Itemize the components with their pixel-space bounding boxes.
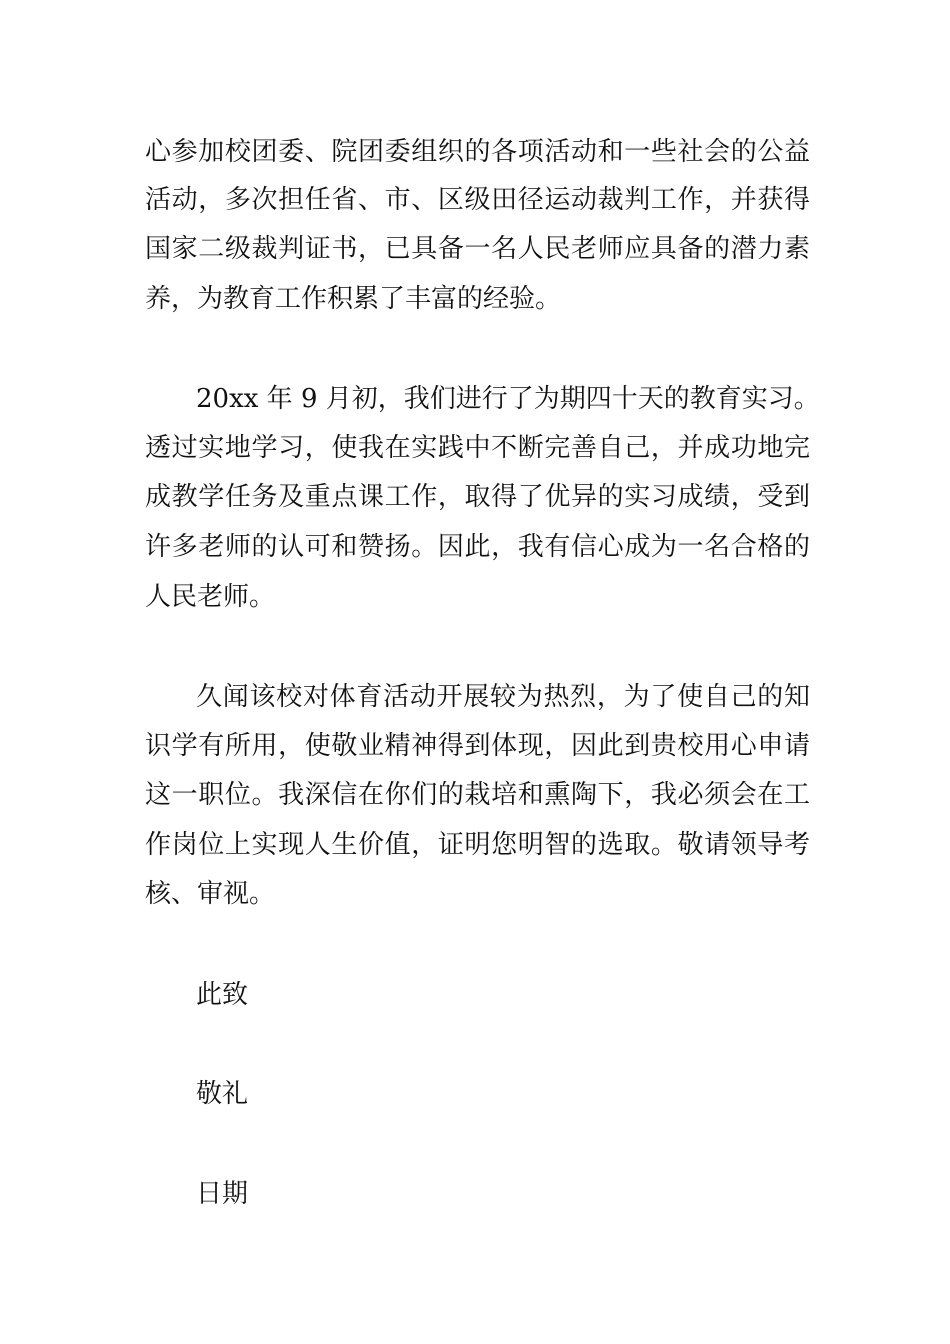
closing-salutation: 此致 — [196, 980, 249, 1010]
paragraph-1-line-3: 国家二级裁判证书，已具备一名人民老师应具备的潜力素 — [145, 234, 810, 264]
paragraph-3-line-3: 这一职位。我深信在你们的栽培和熏陶下，我必须会在工 — [145, 780, 810, 810]
paragraph-3-line-1: 久闻该校对体育活动开展较为热烈，为了使自己的知 — [196, 682, 810, 712]
paragraph-3-line-2: 识学有所用，使敬业精神得到体现，因此到贵校用心申请 — [145, 731, 810, 761]
paragraph-3-line-5: 核、审视。 — [145, 879, 276, 909]
paragraph-2-line-5: 人民老师。 — [145, 582, 276, 612]
paragraph-1-line-1: 心参加校团委、院团委组织的各项活动和一些社会的公益 — [145, 137, 810, 167]
paragraph-2-line-1: 20xx 年 9 月初，我们进行了为期四十天的教育实习。 — [196, 384, 820, 414]
paragraph-2-line-3: 成教学任务及重点课工作，取得了优异的实习成绩，受到 — [145, 482, 810, 512]
paragraph-2-line-4: 许多老师的认可和赞扬。因此，我有信心成为一名合格的 — [145, 532, 810, 562]
closing-date-label: 日期 — [196, 1179, 249, 1209]
closing-regards: 敬礼 — [196, 1079, 249, 1109]
paragraph-1-line-4: 养，为教育工作积累了丰富的经验。 — [145, 284, 562, 314]
paragraph-2-line-2: 透过实地学习，使我在实践中不断完善自己，并成功地完 — [145, 433, 810, 463]
paragraph-1-line-2: 活动，多次担任省、市、区级田径运动裁判工作，并获得 — [145, 185, 810, 215]
paragraph-3-line-4: 作岗位上实现人生价值，证明您明智的选取。敬请领导考 — [145, 830, 810, 860]
